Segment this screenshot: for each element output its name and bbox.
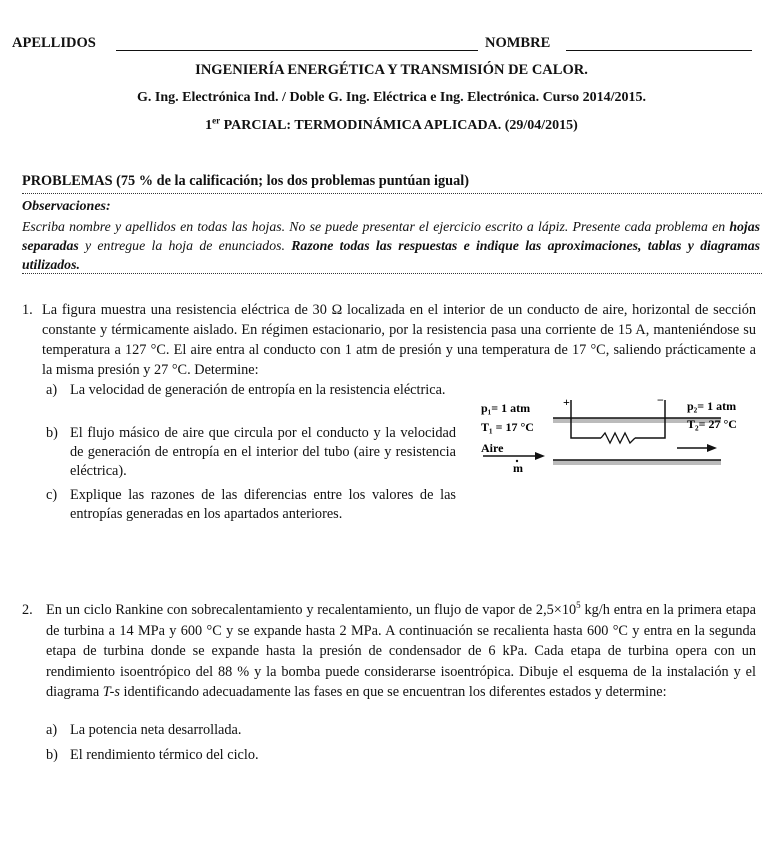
divider	[22, 193, 762, 194]
apellidos-field[interactable]	[116, 50, 478, 51]
item-label: b)	[46, 425, 58, 441]
item-label: a)	[46, 382, 58, 398]
problem2-exponent: 5	[576, 600, 581, 611]
apellidos-label: APELLIDOS	[12, 35, 96, 51]
item-text: La velocidad de generación de entropía en la resistencia eléctrica.	[70, 382, 446, 398]
item-label: a)	[46, 722, 58, 738]
exam-title	[0, 115, 783, 134]
obs-bold-2: Razone todas las respuestas e indique las aproximaciones, tablas y diagramas utilizados.	[22, 238, 760, 272]
problem2-text-2: kg/h entra en la primera etapa de turbina a 14 MPa y 600 °C y se expande hasta 2 MPa. A continuación se recalienta hasta 600 °C y entra en la segunda etapa de turbina donde se expande hasta la presión de condensador de 6 kPa. Cada etapa de turbina opera con un rendimiento isoentrópico del 88 % y la bomba puede considerarse isoentrópica. Dibuje el esquema de la instalación y el diagrama	[46, 602, 756, 700]
nombre-field[interactable]	[566, 50, 752, 51]
problem2-ts-label: T-s	[102, 684, 120, 700]
outlet-pressure: p₂= 1 atm	[687, 399, 737, 413]
inlet-pressure: p₁= 1 atm	[481, 401, 531, 415]
item-label: c)	[46, 487, 58, 503]
observations-label: Observaciones:	[22, 199, 111, 214]
course-title: INGENIERÍA ENERGÉTICA Y TRANSMISIÓN DE CALOR.	[195, 62, 588, 78]
item-text: La potencia neta desarrollada.	[70, 722, 242, 738]
outlet-temperature: T₂= 27 °C	[687, 417, 737, 431]
course-subtitle: G. Ing. Electrónica Ind. / Doble G. Ing. Eléctrica e Ing. Electrónica. Curso 2014/2015.	[136, 90, 647, 105]
problem2-number: 2.	[22, 602, 33, 618]
resistor-coil	[601, 433, 635, 443]
problem1-statement: La figura muestra una resistencia eléctrica de 30 Ω localizada en el interior de un conducto de aire, horizontal de sección constante y térmicamente aislado. En régimen estacionario, por la resistencia pasa una corriente de 15 A, manteniéndose su temperatura a 127 °C. El aire entra al conducto con 1 atm de presión y una temperatura de 17 °C, saliendo prácticamente a la misma presión y 27 °C. Determine:	[42, 302, 756, 378]
inlet-temperature: T₁ = 17 °C	[481, 420, 534, 434]
observations-text	[22, 217, 760, 274]
problem2-statement	[46, 600, 756, 703]
nombre-label: NOMBRE	[485, 35, 551, 51]
problem2-text-1: En un ciclo Rankine con sobrecalentamiento y recalentamiento, un flujo de vapor de 2,5×10	[46, 602, 577, 618]
item-label: b)	[46, 747, 58, 763]
air-label: Aire	[481, 441, 504, 455]
obs-text-1: Escriba nombre y apellidos en todas las hojas. No se puede presentar el ejercicio escrito a lápiz. Presente cada problema en	[22, 219, 730, 234]
outlet-arrow-head	[707, 444, 717, 452]
obs-text-2: y entregue la hoja de enunciados.	[78, 238, 292, 253]
item-text: El rendimiento térmico del ciclo.	[70, 747, 259, 763]
plus-sign: +	[563, 395, 570, 409]
problem2-text-3: identificando adecuadamente las fases en que se encuentran los diferentes estados y determine:	[119, 684, 667, 700]
exam-title-text: PARCIAL: TERMODINÁMICA APLICADA. (29/04/2015)	[220, 118, 578, 133]
inlet-arrow-head	[535, 452, 545, 460]
problems-heading: PROBLEMAS (75 % de la calificación; los dos problemas puntúan igual)	[22, 173, 469, 189]
duct-figure	[475, 390, 765, 480]
exam-prefix: 1	[205, 118, 213, 133]
obs-bold-1: hojas separadas	[22, 219, 760, 253]
item-text: El flujo másico de aire que circula por el conducto y la velocidad de generación de entropía en el interior del tubo (aire y resistencia eléctrica).	[70, 425, 456, 479]
problem1-number: 1.	[22, 302, 33, 318]
divider	[22, 273, 762, 274]
item-text: Explique las razones de las diferencias entre los valores de las entropías generadas en los apartados anteriores.	[70, 487, 456, 522]
exam-sup: er	[212, 115, 221, 126]
mass-flow-label: m	[513, 461, 523, 475]
minus-sign: −	[657, 393, 664, 407]
